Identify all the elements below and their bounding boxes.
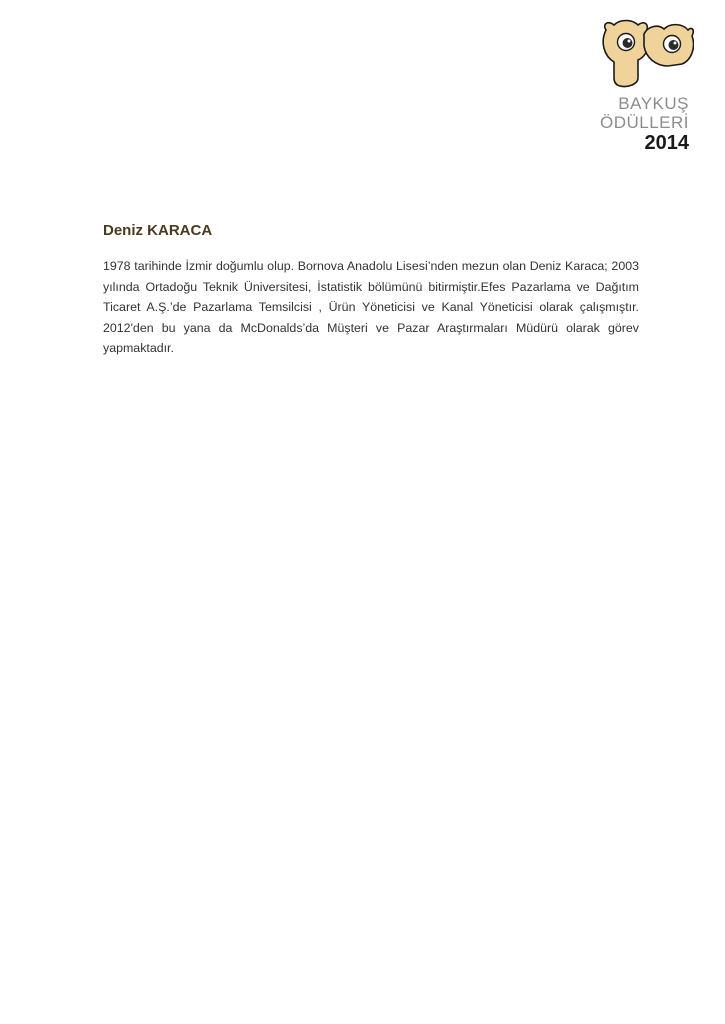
- logo-line-2: ÖDÜLLERİ: [599, 113, 689, 132]
- logo-year: 2014: [644, 132, 689, 154]
- biography-paragraph: 1978 tarihinde İzmir doğumlu olup. Bornova Anadolu Lisesi’nden mezun olan Deniz Karaca; 2003 yılında Ortadoğu Teknik Üniversitesi, İstatistik bölümünü bitirmiştir.Efes Pazarlama ve Dağıtım Ticaret A.Ş.’de Pazarlama Temsilcisi , Ürün Yöneticisi ve Kanal Yöneticisi olarak çalışmıştır. 2012'den bu yana da McDonalds’da Müşteri ve Pazar Araştırmaları Müdürü olarak görev yapmaktadır.: [103, 259, 639, 356]
- owl-eyes-logo-icon: [598, 16, 694, 94]
- logo-text: [600, 94, 689, 154]
- logo-line-1: BAYKUŞ: [618, 94, 689, 113]
- person-name-heading: Deniz KARACA: [103, 222, 213, 239]
- award-logo: [594, 16, 694, 156]
